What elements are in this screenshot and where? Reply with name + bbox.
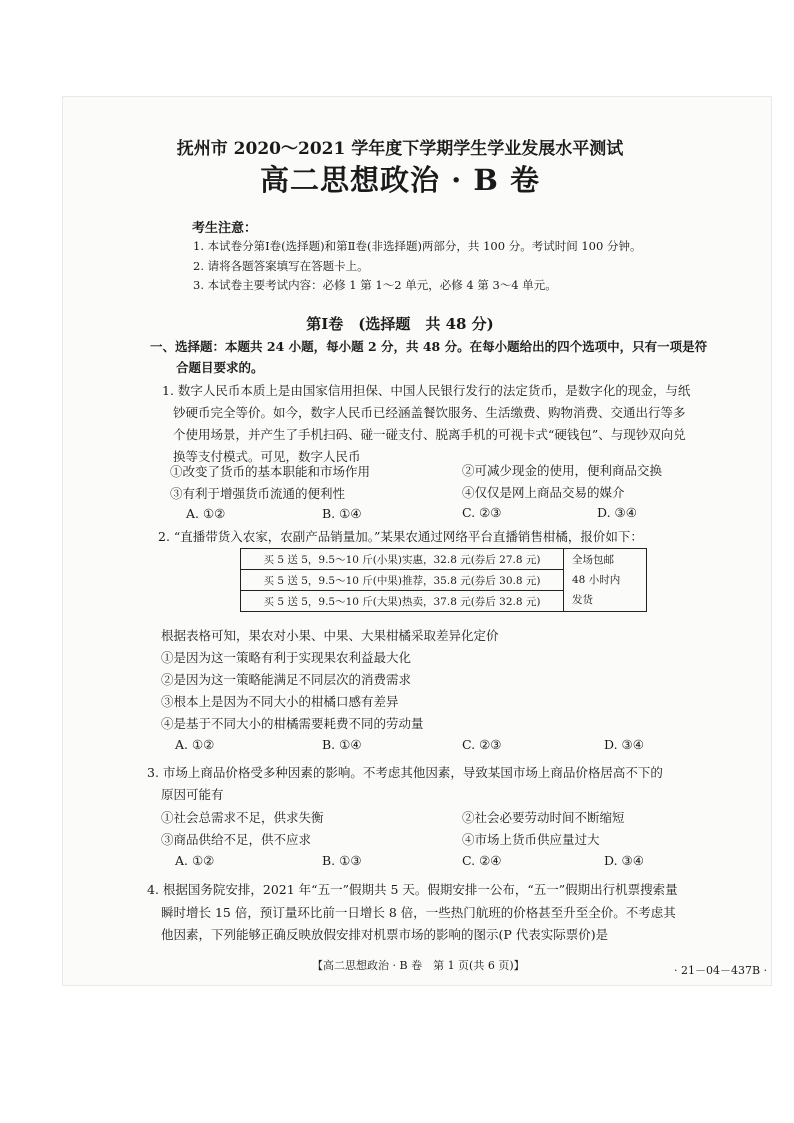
exam-series-title: 抚州市 2020～2021 学年度下学期学生学业发展水平测试 — [176, 139, 624, 159]
table-cell: 买 5 送 5，9.5～10 斤(中果)推荐，35.8 元(券后 30.8 元) — [241, 570, 564, 591]
page-footer: 【高二思想政治 · B 卷 第 1 页(共 6 页)】 — [312, 959, 525, 972]
q3-statement-1: ①社会总需求不足，供求失衡 — [161, 810, 324, 825]
side-line-2: 48 小时内 — [572, 574, 621, 586]
q4-stem-line-2: 瞬时增长 15 倍，预订量环比前一日增长 8 倍，一些热门航班的价格甚至升至全价。不考虑其 — [161, 905, 676, 920]
notice-item-2: 2. 请将各题答案填写在答题卡上。 — [193, 259, 369, 273]
q1-stem-line-2: 钞硬币完全等价。如今，数字人民币已经涵盖餐饮服务、生活缴费、购物消费、交通出行等多 — [173, 405, 686, 420]
q3-stem-line-1: 3. 市场上商品价格受多种因素的影响。不考虑其他因素，导致某国市场上商品价格居高不下的 — [147, 765, 663, 780]
section-1-instructions-line-2: 合题目要求的。 — [176, 360, 264, 375]
q4-stem-line-1: 4. 根据国务院安排，2021 年“五一”假期共 5 天。假期安排一公布，“五一”假期出行机票搜索量 — [147, 882, 678, 897]
paper-code: · 21－04－437B · — [674, 964, 768, 977]
notice-item-1: 1. 本试卷分第Ⅰ卷(选择题)和第Ⅱ卷(非选择题)两部分，共 100 分。考试时间 100 分钟。 — [193, 239, 642, 253]
q3-option-b: B. ①③ — [322, 853, 362, 868]
section-1-heading: 第Ⅰ卷 (选择题 共 48 分) — [306, 315, 494, 333]
q2-statement-4: ④是基于不同大小的柑橘需要耗费不同的劳动量 — [161, 716, 424, 731]
q1-option-d: D. ③④ — [597, 505, 637, 520]
q3-option-c: C. ②④ — [462, 853, 502, 868]
side-line-3: 发货 — [572, 594, 593, 606]
q2-option-b: B. ①④ — [322, 737, 362, 752]
q2-stem: 2. “直播带货入农家，农副产品销量加。”某果农通过网络平台直播销售柑橘，报价如下： — [158, 529, 643, 544]
q3-option-a: A. ①② — [175, 853, 215, 868]
q1-stem-line-1: 1. 数字人民币本质上是由国家信用担保、中国人民银行发行的法定货币，是数字化的现金，与纸 — [162, 383, 691, 398]
q2-option-d: D. ③④ — [604, 737, 644, 752]
notice-heading: 考生注意： — [192, 221, 258, 236]
q1-stem-line-4: 换等支付模式。可见，数字人民币 — [173, 449, 361, 464]
q2-statement-2: ②是因为这一策略能满足不同层次的消费需求 — [161, 672, 412, 687]
table-side-cell — [564, 549, 647, 612]
q1-option-b: B. ①④ — [322, 506, 362, 521]
q1-statement-2: ②可减少现金的使用，便利商品交换 — [462, 463, 663, 478]
q3-statement-4: ④市场上货币供应量过大 — [462, 832, 600, 847]
q1-option-a: A. ①② — [186, 506, 226, 521]
q1-statement-1: ①改变了货币的基本职能和市场作用 — [170, 464, 371, 479]
side-line-1: 全场包邮 — [572, 554, 614, 566]
q3-statement-3: ③商品供给不足，供不应求 — [161, 832, 312, 847]
section-1-instructions-line-1: 一、选择题：本题共 24 小题，每小题 2 分，共 48 分。在每小题给出的四个选项中，只有一项是符 — [150, 339, 708, 354]
q2-option-c: C. ②③ — [462, 737, 502, 752]
table-row — [241, 549, 647, 570]
exam-subject-title: 高二思想政治 · B 卷 — [260, 163, 540, 197]
q2-statement-3: ③根本上是因为不同大小的柑橘口感有差异 — [161, 694, 399, 709]
q1-stem-line-3: 个使用场景，并产生了手机扫码、碰一碰支付、脱离手机的可视卡式“硬钱包”、与现钞双向兑 — [173, 427, 686, 442]
q2-statement-1: ①是因为这一策略有利于实现果农利益最大化 — [161, 650, 412, 665]
q1-statement-4: ④仅仅是网上商品交易的媒介 — [462, 485, 625, 500]
q4-stem-line-3: 他因素，下列能够正确反映放假安排对机票市场的影响的图示(P 代表实际票价)是 — [161, 927, 609, 942]
notice-item-3: 3. 本试卷主要考试内容：必修 1 第 1～2 单元，必修 4 第 3～4 单元。 — [193, 278, 557, 292]
q3-option-d: D. ③④ — [604, 853, 644, 868]
q2-price-table — [240, 548, 647, 612]
q1-statement-3: ③有利于增强货币流通的便利性 — [170, 486, 346, 501]
q1-option-c: C. ②③ — [462, 505, 502, 520]
q3-statement-2: ②社会必要劳动时间不断缩短 — [462, 810, 625, 825]
q3-stem-line-2: 原因可能有 — [161, 787, 224, 802]
q2-lead: 根据表格可知，果农对小果、中果、大果柑橘采取差异化定价 — [161, 628, 499, 643]
q2-option-a: A. ①② — [175, 737, 215, 752]
table-cell: 买 5 送 5，9.5～10 斤(大果)热卖，37.8 元(券后 32.8 元) — [241, 591, 564, 612]
table-cell: 买 5 送 5，9.5～10 斤(小果)实惠，32.8 元(券后 27.8 元) — [241, 549, 564, 570]
